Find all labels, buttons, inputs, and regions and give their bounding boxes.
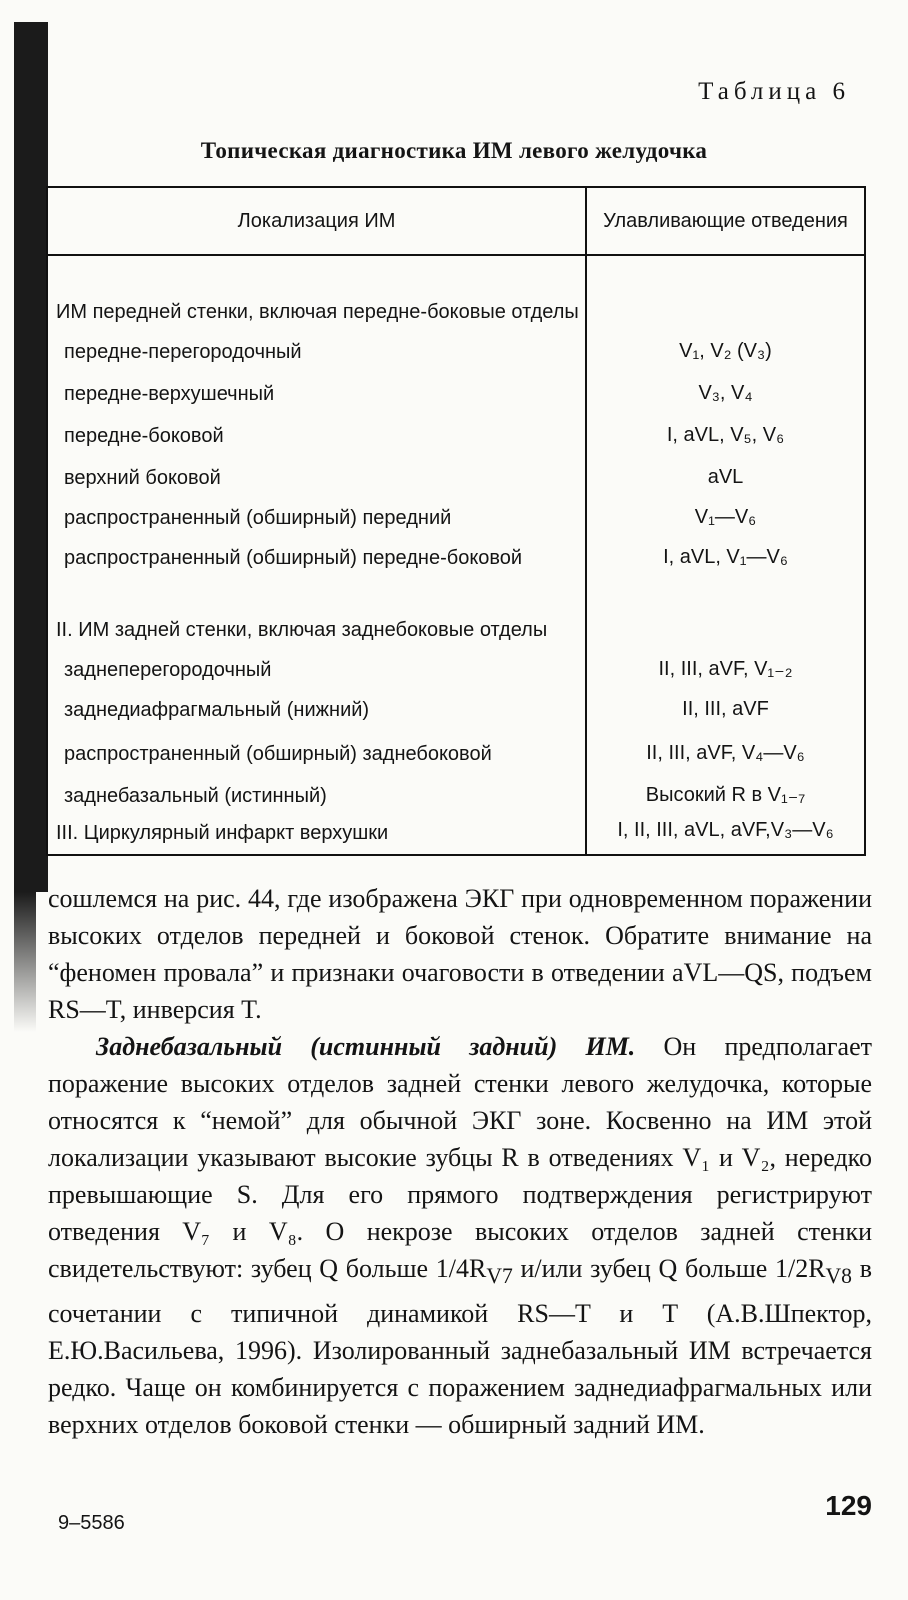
localization-cell: распространенный (обширный) заднебоковой [47,725,586,769]
leads-cell: I, aVL, V₅, V₆ [666,424,785,446]
localization-cell: передне-перегородочный [47,327,586,367]
leads-cell: Высокий R в V₁₋₇ [645,784,806,806]
localization-cell: распространенный (обширный) передне-боковой [47,533,586,573]
table-row [47,327,865,367]
leads-cell: II, III, aVF [682,698,769,720]
localization-cell: заднедиафрагмальный (нижний) [47,685,586,725]
table-row [47,685,865,725]
leads-cell: II, III, aVF, V₄—V₆ [646,742,805,764]
table-row [47,451,865,493]
table-header-row [47,187,865,255]
localization-cell: верхний боковой [47,451,586,493]
body-text [48,880,872,1443]
localization-cell: распространенный (обширный) передний [47,493,586,533]
table-row [47,367,865,409]
paragraph-2 [48,1028,872,1443]
table-row [47,409,865,451]
localization-cell: III. Циркулярный инфаркт верхушки [47,811,586,855]
leads-cell: V₃, V₄ [698,382,753,404]
paragraph-1: сошлемся на рис. 44, где изображена ЭКГ при одновременном поражении высоких отделов передней и боковой стенок. Обратите внимание на “феномен провала” и признаки очаговости в отведении aVL—QS, подъем RS—T, инверсия T. [48,884,872,1024]
leads-cell [586,573,865,645]
table-row [47,493,865,533]
leads-cell: II, III, aVF, V₁₋₂ [658,658,793,680]
table-row [47,645,865,685]
leads-cell: I, aVL, V₁—V₆ [663,546,788,568]
table-row [47,725,865,769]
leads-cell: V₁, V₂ (V₃) [679,340,772,362]
localization-cell: заднебазальный (истинный) [47,769,586,811]
topical-diagnosis-table [46,186,866,856]
scan-binding-shadow [14,892,36,1032]
localization-cell: передне-боковой [47,409,586,451]
table-row [47,573,865,645]
localization-cell: II. ИМ задней стенки, включая заднебоковые отделы [47,573,586,645]
header-leads: Улавливающие отведения [586,187,865,255]
localization-cell: ИМ передней стенки, включая передне-боковые отделы [47,255,586,327]
table-row [47,769,865,811]
header-localization: Локализация ИМ [47,187,586,255]
leads-cell: aVL [707,466,744,488]
paragraph-2-text: Он предполагает поражение высоких отделов задней стенки левого желудочка, которые относятся к “немой” для обычной ЭКГ зоне. Косвенно на ИМ этой локализации указывают высокие зубцы R в отведениях V₁ и V₂, нередко превышающие S. Для его прямого подтверждения регистрируют отведения V₇ и V₈. О некрозе высоких отделов задней стенки свидетельствуют: зубец Q больше $1/4R_{V7}$ и/или зубец Q больше $1/2R_{V8}$ в сочетании с типичной динамикой RS—T и T (А.В.Шпектор, Е.Ю.Васильева, 1996). Изолированный заднебазальный ИМ встречается редко. Чаще он комбинируется с поражением заднедиафрагмальных или верхних отделов боковой стенки — обширный задний ИМ. [48,1032,872,1440]
table-row [47,255,865,327]
paragraph-2-heading: Заднебазальный (истинный задний) ИМ. [96,1032,636,1061]
print-code: 9–5586 [58,1512,125,1534]
leads-cell: V₁—V₆ [694,506,757,528]
localization-cell: заднеперегородочный [47,645,586,685]
table-row [47,533,865,573]
localization-cell: передне-верхушечный [47,367,586,409]
table-title: Топическая диагностика ИМ левого желудочка [200,138,708,163]
table-label: Таблица 6 [698,78,850,105]
leads-cell [586,255,865,327]
leads-cell: I, II, III, aVL, aVF,V₃—V₆ [617,819,834,841]
table-row [47,811,865,855]
page-number: 129 [825,1490,872,1521]
